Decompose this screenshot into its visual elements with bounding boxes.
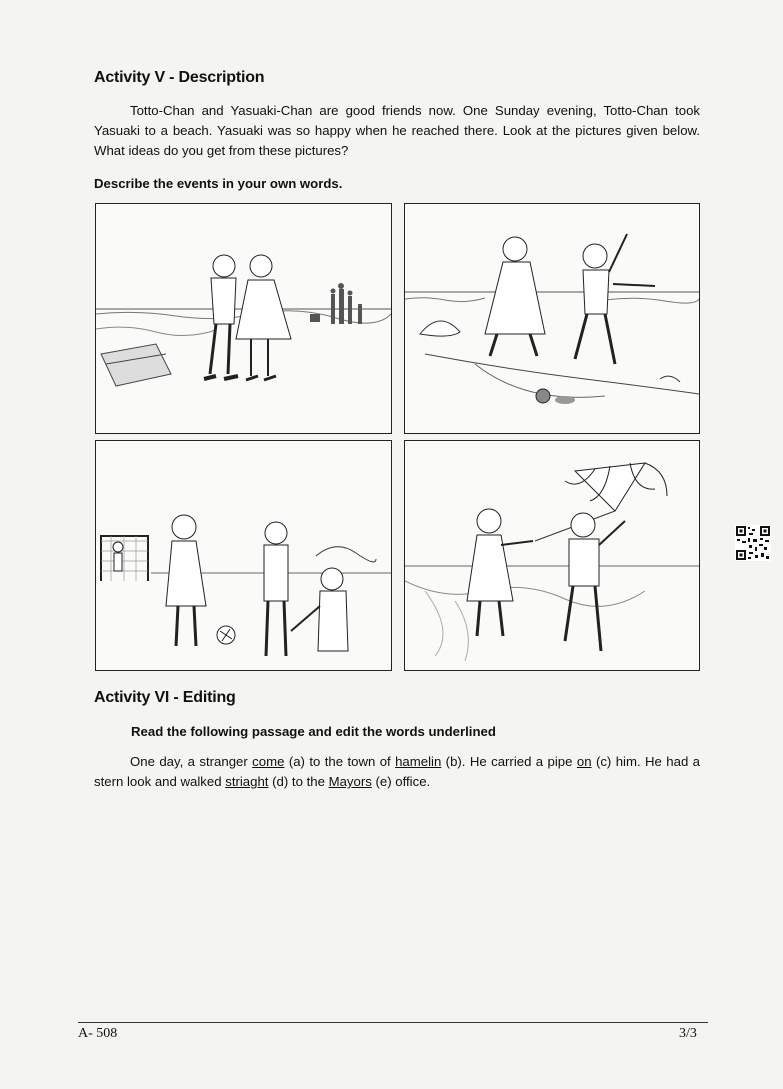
passage-text: (d) to the bbox=[268, 774, 329, 789]
activity-5-heading: Activity V - Description bbox=[94, 69, 265, 86]
activity-5-instruction: Describe the events in your own words. bbox=[94, 176, 343, 191]
panel-flying-kite bbox=[404, 440, 700, 671]
activity-5-intro bbox=[94, 101, 700, 161]
passage-text: (b). He carried a pipe bbox=[441, 754, 577, 769]
panel-playing-in-waves bbox=[404, 203, 700, 434]
underlined-word-c: on bbox=[576, 754, 592, 769]
paper-code: A- 508 bbox=[78, 1026, 118, 1041]
panel-friends-at-beach bbox=[95, 203, 392, 434]
page-number: 3/3 bbox=[679, 1026, 697, 1041]
underlined-word-a: come bbox=[252, 754, 285, 769]
footer-divider bbox=[78, 1022, 708, 1023]
kite-scene-illustration bbox=[405, 441, 699, 670]
panel-football-on-beach bbox=[95, 440, 392, 671]
passage-text: One day, a stranger bbox=[130, 754, 253, 769]
activity-6-heading: Activity VI - Editing bbox=[94, 689, 236, 706]
activity-5-intro-text: Totto-Chan and Yasuaki-Chan are good friends now. One Sunday evening, Totto-Chan took Yasuaki to a beach. Yasuaki was so happy when he reached there. Look at the pictures given below. What ideas do you get from these pictures? bbox=[94, 103, 700, 158]
editing-passage bbox=[94, 752, 700, 792]
underlined-word-b: hamelin bbox=[395, 754, 442, 769]
beach-scene-illustration bbox=[96, 204, 391, 433]
underlined-word-e: Mayors bbox=[328, 774, 372, 789]
activity-6-instruction: Read the following passage and edit the words underlined bbox=[131, 724, 496, 739]
qr-code-icon bbox=[735, 525, 771, 561]
passage-text: (a) to the town of bbox=[284, 754, 396, 769]
underlined-word-d: striaght bbox=[225, 774, 269, 789]
passage-text: (e) office. bbox=[371, 774, 431, 789]
waves-scene-illustration bbox=[405, 204, 699, 433]
passage-text: (c) him. He had a stern look and walked bbox=[94, 754, 701, 789]
football-scene-illustration bbox=[96, 441, 391, 670]
